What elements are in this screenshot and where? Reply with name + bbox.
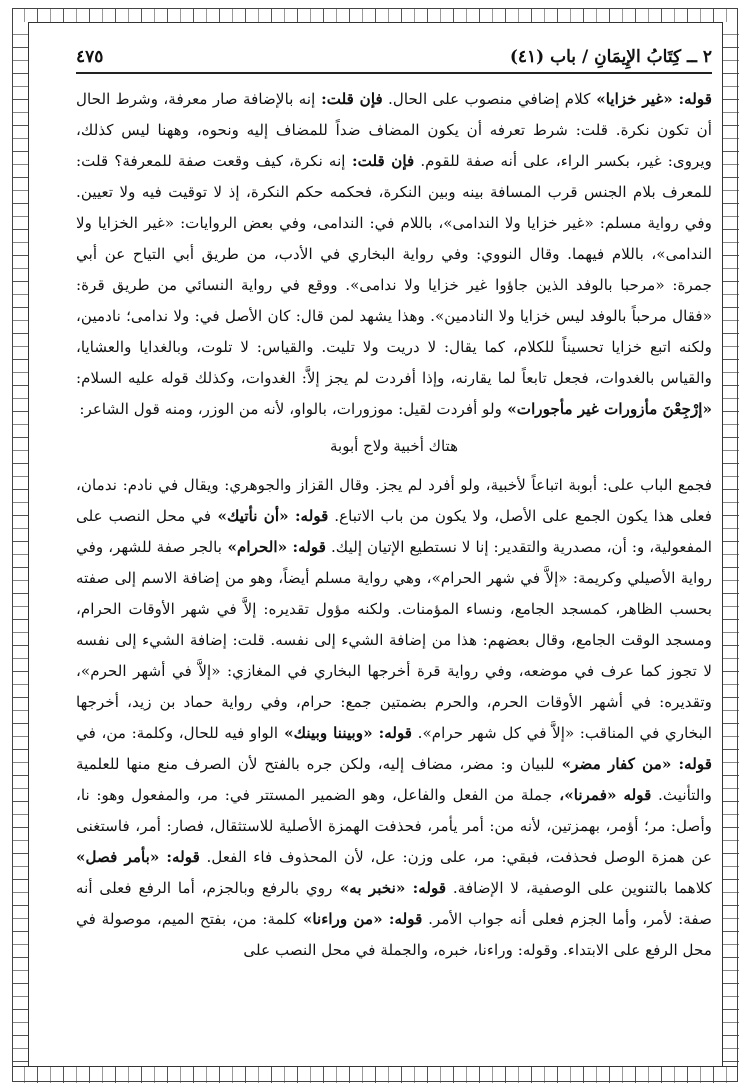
bold-lemma: قوله: «الحرام» bbox=[222, 538, 327, 556]
main-text bbox=[76, 84, 712, 1060]
text-run: في محل النصب على المفعولية، و: أن، مصدرية والتقدير: إنا لا نستطيع الإتيان إليك. bbox=[76, 507, 713, 556]
text-run: للبيان و: مضر، مضاف إليه، ولكن جره بالفتح لأن الصرف منع منها للعلمية والتأنيث. bbox=[76, 755, 712, 804]
text-run: إنه نكرة، كيف وقعت صفة للمعرفة؟ قلت: للمعرف بلام الجنس قرب المسافة بينه وبين النكرة، فحكمه حكم النكرة، إذ لا توقيت فيه ولا تعيين. وفي رواية مسلم: «غير خزايا ولا الندامى»، باللام في: الندامى، وفي بعض الروايات: «غير الخزايا ولا الندامى»، باللام فيهما. وقال النووي: وفي رواية البخاري في الأدب، من طريق أبي التياح عن أبي جمرة: «مرحبا بالوفد الذين جاؤوا غير خزايا ولا ندامى». ووقع في رواية النسائي من طريق قرة: «فقال مرحباً بالوفد ليس خزايا ولا النادمين». وهذا يشهد لمن قال: كان الأصل في: ولا ندامى؛ نادمين، ولكنه اتبع خزايا تحسيناً للكلام، كما يقال: لا دريت ولا تليت. والقياس: لا تلوت، وبالغدايا والعشايا، والقياس بالغدوات، فجعل تابعاً لما يقارنه، وإذا أفردت لم يجز إلاَّ: الغدوات، وكذلك قوله عليه السلام: bbox=[76, 152, 712, 387]
bold-lemma: قوله: «بأمر فصل» bbox=[76, 848, 200, 866]
text-run: إنه بالإضافة صار معرفة، وشرط الحال أن تكون نكرة. قلت: شرط تعرفه أن يكون المضاف ضداً للمضاف إليه ونحوه، وههنا ليس كذلك، ويروى: غير، بكسر الراء، على أنه صفة للقوم. bbox=[76, 90, 712, 170]
bold-lemma: قوله: «من وراءنا» bbox=[296, 910, 423, 928]
text-run: كلاهما بالتنوين على الوصفية، لا الإضافة. bbox=[446, 879, 712, 897]
running-header bbox=[76, 42, 712, 74]
text-run: روي بالرفع وبالجزم، أما الرفع فعلى أنه صفة: لأمر، وأما الجزم فعلى أنه جواب الأمر. bbox=[76, 879, 712, 928]
bold-lemma: قوله: «غير خزايا» bbox=[590, 90, 712, 108]
bold-lemma: فإن قلت: bbox=[315, 90, 383, 108]
bold-lemma: «إرْجِعْنَ مأزورات غير مأجورات» bbox=[502, 400, 712, 418]
text-run: ولو أفردت لقيل: موزورات، بالواو، لأنه من الوزر، ومنه قول الشاعر: bbox=[79, 400, 502, 418]
paragraph bbox=[76, 84, 712, 425]
text-run: فجمع الباب على: أبوبة اتباعاً لأخبية، ولو أفرد لم يجز. وقال القزاز والجوهري: ويقال في نادم: ندمان، فعلى هذا يكون الجمع على الأصل، ولا يكون من باب الاتباع. bbox=[76, 476, 713, 525]
bold-lemma: قوله «فمرنا»، bbox=[552, 786, 652, 804]
poetry-verse: هتاك أخبية ولاج أبوبة bbox=[330, 437, 458, 455]
text-run: كلمة: من، بفتح الميم، موصولة في محل الرفع على الابتداء. وقوله: وراءنا، خبره، والجملة في محل النصب على bbox=[76, 910, 712, 959]
chapter-title: ٢ ــ كِتَابُ الإِيمَانِ / باب (٤١) bbox=[509, 47, 712, 67]
text-run: الواو فيه للحال، وكلمة: من، في bbox=[76, 724, 279, 742]
text-run: جملة من الفعل والفاعل، وهو الضمير المستتر في: مر، والمفعول وهو: نا، وأصل: مر؛ أؤمر، بهمزتين، لأنه من: أمر يأمر، فحذفت الهمزة الأصلية للاستثقال، فصار: أمر، فاستغنى عن همزة الوصل فحذفت، فبقي: مر، على وزن: عل، لأن المحذوف فاء الفعل. bbox=[76, 786, 713, 866]
bold-lemma: قوله: «أن نأتيك» bbox=[211, 507, 329, 525]
bold-lemma: قوله: «وبيننا وبينك» bbox=[278, 724, 413, 742]
paragraph bbox=[76, 470, 712, 966]
text-run: بالجر صفة للشهر، وفي رواية الأصيلي وكريمة: «إلاَّ في شهر الحرام»، وهي رواية مسلم أيضاً، وهو من إضافة الاسم إلى صفته بحسب الظاهر، كمسجد الجامع، ونساء المؤمنات. ولكنه مؤول تقديره: إلاَّ في شهر الأوقات الحرام، ومسجد الوقت الجامع، وقال بعضهم: هذا من إضافة الشيء إلى نفسه. قلت: إضافة الشيء إلى نفسه لا تجوز كما عرف في موضعه، وفي رواية قرة أخرجها البخاري في المغازي: «إلاَّ في أشهر الحرم»، وتقديره: في أشهر الأوقات الحرم، والحرم بضمتين جمع: حرام، وفي رواية حماد بن زيد، أخرجها البخاري في المناقب: «إلاَّ في كل شهر حرام». bbox=[76, 538, 712, 742]
bold-lemma: قوله: «نخبر به» bbox=[332, 879, 447, 897]
bold-lemma: فإن قلت: bbox=[345, 152, 415, 170]
page-number: ٤٧٥ bbox=[76, 47, 104, 67]
text-run: كلام إضافي منصوب على الحال. bbox=[382, 90, 591, 108]
bold-lemma: قوله: «من كفار مضر» bbox=[554, 755, 713, 773]
